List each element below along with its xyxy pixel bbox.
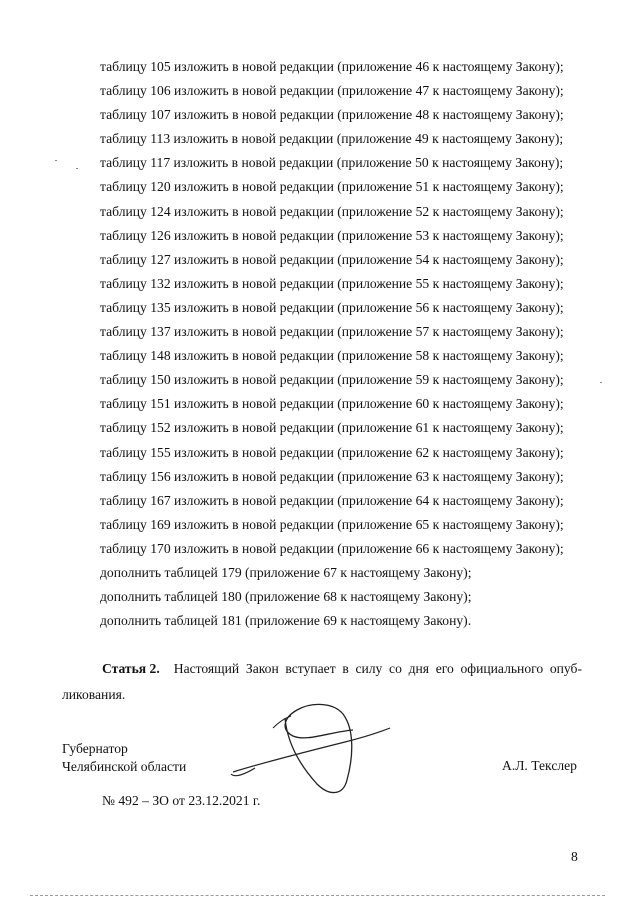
amendment-line: таблицу 126 изложить в новой редакции (приложение 53 к настоящему Закону); xyxy=(100,227,564,243)
article-text-line1: Настоящий Закон вступает в силу со дня его официального опуб- xyxy=(173,661,582,676)
article-first-line xyxy=(62,656,582,682)
amendment-line: таблицу 169 изложить в новой редакции (приложение 65 к настоящему Закону); xyxy=(100,516,564,532)
amendment-line: таблицу 113 изложить в новой редакции (приложение 49 к настоящему Закону); xyxy=(100,131,564,147)
amendment-line: таблицу 106 изложить в новой редакции (приложение 47 к настоящему Закону); xyxy=(100,83,564,99)
amendment-line: таблицу 127 изложить в новой редакции (приложение 54 к настоящему Закону); xyxy=(100,251,564,267)
amendment-line: таблицу 170 изложить в новой редакции (приложение 66 к настоящему Закону); xyxy=(100,540,564,556)
amendment-line: дополнить таблицей 179 (приложение 67 к настоящему Закону); xyxy=(100,564,472,580)
amendment-line: таблицу 150 изложить в новой редакции (приложение 59 к настоящему Закону); xyxy=(100,372,564,388)
scan-speck xyxy=(55,160,57,161)
amendment-line: таблицу 152 изложить в новой редакции (приложение 61 к настоящему Закону); xyxy=(100,420,564,436)
governor-title xyxy=(62,740,186,776)
scan-speck xyxy=(76,168,78,169)
governor-title-line1: Губернатор xyxy=(62,741,128,756)
article-heading: Статья 2. xyxy=(102,661,160,676)
amendment-line: таблицу 137 изложить в новой редакции (приложение 57 к настоящему Закону); xyxy=(100,324,564,340)
amendment-line: таблицу 105 изложить в новой редакции (приложение 46 к настоящему Закону); xyxy=(100,59,564,74)
amendment-line: таблицу 151 изложить в новой редакции (приложение 60 к настоящему Закону); xyxy=(100,396,564,412)
scan-speck xyxy=(600,382,602,383)
law-number: № 492 – ЗО от 23.12.2021 г. xyxy=(102,793,261,808)
amendment-line: таблицу 167 изложить в новой редакции (приложение 64 к настоящему Закону); xyxy=(100,492,564,508)
bottom-edge-line xyxy=(30,895,605,897)
article-text-line2: ликования. xyxy=(62,687,126,702)
amendment-line: дополнить таблицей 181 (приложение 69 к настоящему Закону). xyxy=(100,613,472,629)
amendment-line: таблицу 117 изложить в новой редакции (приложение 50 к настоящему Закону); xyxy=(100,155,564,171)
amendment-list xyxy=(100,55,590,633)
amendment-line: дополнить таблицей 180 (приложение 68 к настоящему Закону); xyxy=(100,589,472,605)
page-number: 8 xyxy=(571,849,578,864)
amendment-line: таблицу 132 изложить в новой редакции (приложение 55 к настоящему Закону); xyxy=(100,275,564,291)
amendment-line: таблицу 120 изложить в новой редакции (приложение 51 к настоящему Закону); xyxy=(100,179,564,195)
governor-title-line2: Челябинской области xyxy=(62,759,187,774)
amendment-line: таблицу 156 изложить в новой редакции (приложение 63 к настоящему Закону); xyxy=(100,468,564,484)
amendment-line: таблицу 135 изложить в новой редакции (приложение 56 к настоящему Закону); xyxy=(100,299,564,315)
amendment-line: таблицу 148 изложить в новой редакции (приложение 58 к настоящему Закону); xyxy=(100,348,564,364)
amendment-line: таблицу 107 изложить в новой редакции (приложение 48 к настоящему Закону); xyxy=(100,107,564,123)
amendment-line: таблицу 124 изложить в новой редакции (приложение 52 к настоящему Закону); xyxy=(100,203,564,219)
amendment-line: таблицу 155 изложить в новой редакции (приложение 62 к настоящему Закону); xyxy=(100,444,564,460)
governor-name: А.Л. Текслер xyxy=(502,758,577,773)
